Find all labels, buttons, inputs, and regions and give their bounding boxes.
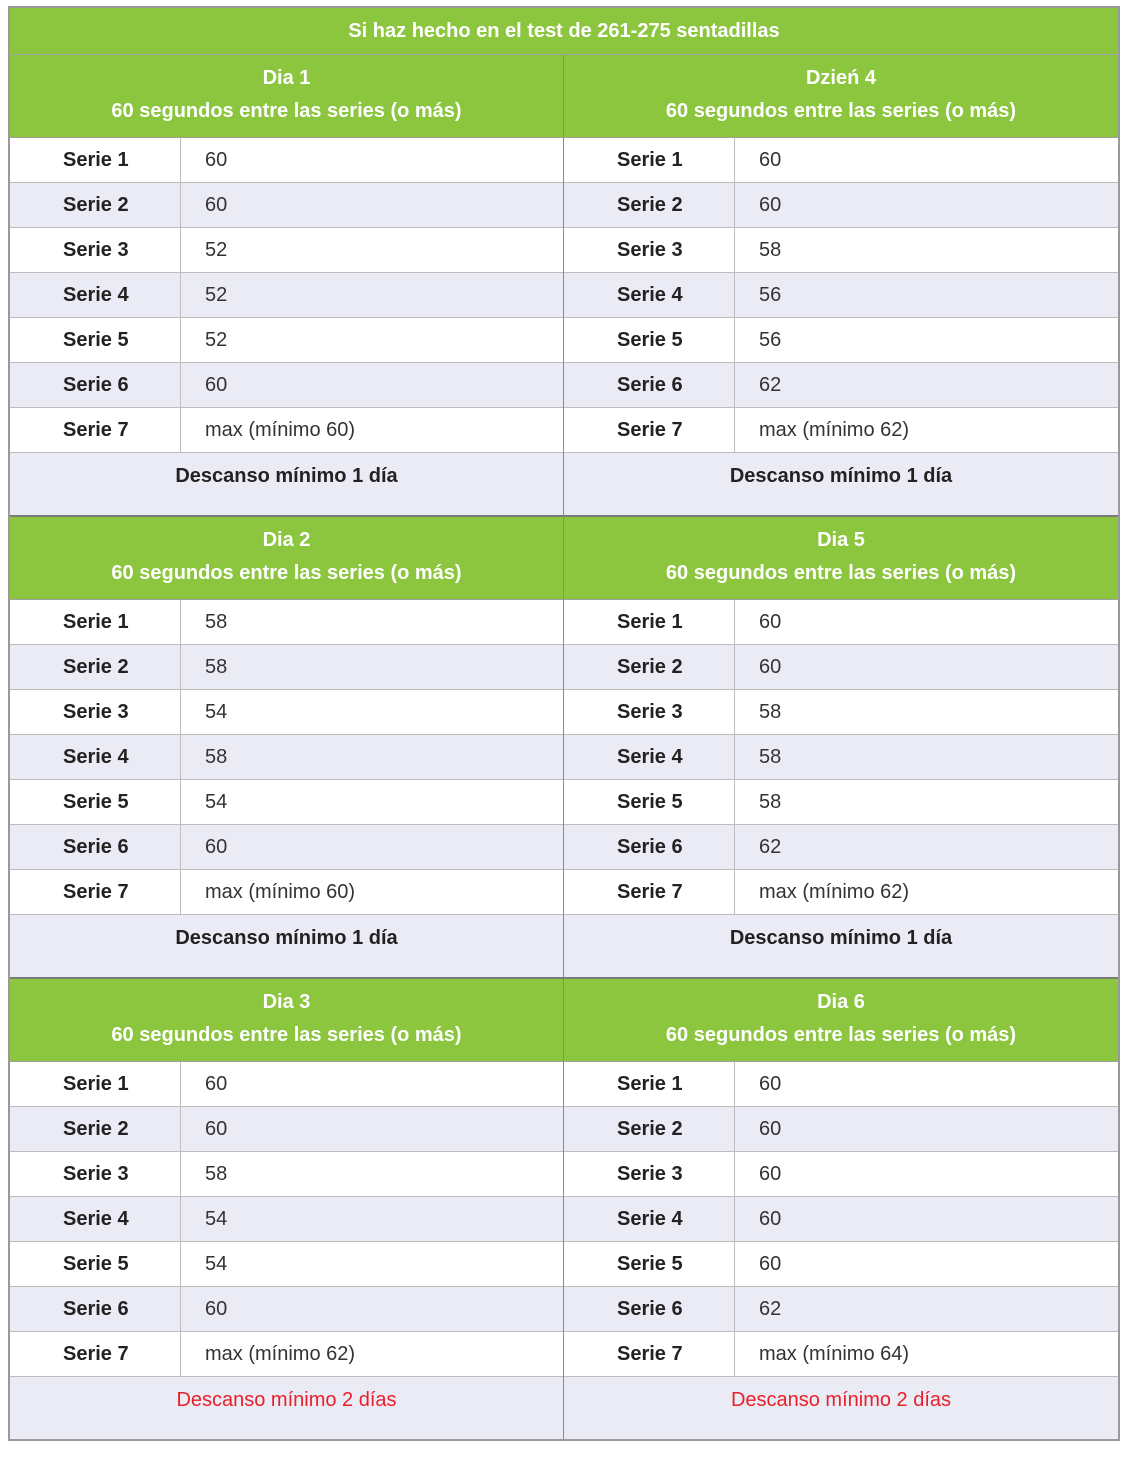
series-value: 58 <box>205 1162 228 1185</box>
day-header <box>10 517 563 600</box>
series-value: 58 <box>205 655 228 678</box>
table-row <box>564 870 1118 915</box>
day-column-right <box>564 979 1118 1439</box>
series-label: Serie 2 <box>10 183 181 227</box>
series-value: 60 <box>205 148 228 171</box>
rest-between-series: 60 segundos entre las series (o más) <box>665 562 1017 584</box>
training-table <box>8 6 1120 1441</box>
table-row <box>10 1332 563 1377</box>
series-label: Serie 3 <box>564 1152 735 1196</box>
table-row <box>10 138 563 183</box>
series-label: Serie 1 <box>564 600 735 644</box>
table-row <box>564 735 1118 780</box>
table-row <box>10 273 563 318</box>
table-row <box>10 690 563 735</box>
series-value: 60 <box>759 148 782 171</box>
table-row <box>564 1242 1118 1287</box>
day-title: Dia 2 <box>262 529 311 551</box>
day-title: Dia 1 <box>262 67 311 89</box>
series-value: 62 <box>759 373 782 396</box>
series-label: Serie 4 <box>10 273 181 317</box>
series-value: 52 <box>205 328 228 351</box>
table-row <box>564 1197 1118 1242</box>
series-value: 60 <box>205 1297 228 1320</box>
table-row <box>564 600 1118 645</box>
table-row <box>10 1287 563 1332</box>
table-row <box>10 363 563 408</box>
series-label: Serie 1 <box>10 600 181 644</box>
series-label: Serie 4 <box>10 1197 181 1241</box>
table-row <box>10 870 563 915</box>
day-column-left <box>10 55 564 515</box>
day-blocks <box>10 55 1118 1439</box>
series-label: Serie 6 <box>10 1287 181 1331</box>
table-row <box>564 1107 1118 1152</box>
series-value: 58 <box>759 700 782 723</box>
day-block <box>10 977 1118 1439</box>
series-value: 54 <box>205 1252 228 1275</box>
series-value: 62 <box>759 1297 782 1320</box>
series-value: 60 <box>205 373 228 396</box>
series-label: Serie 6 <box>10 363 181 407</box>
table-row <box>564 1287 1118 1332</box>
table-row <box>10 780 563 825</box>
series-value: 60 <box>205 1072 228 1095</box>
series-label: Serie 7 <box>564 870 735 914</box>
table-row <box>564 645 1118 690</box>
series-value: 60 <box>759 610 782 633</box>
series-label: Serie 6 <box>564 363 735 407</box>
series-label: Serie 3 <box>10 228 181 272</box>
table-row <box>564 183 1118 228</box>
series-label: Serie 6 <box>564 1287 735 1331</box>
rest-after-day: Descanso mínimo 2 días <box>564 1377 1118 1439</box>
series-value: max (mínimo 60) <box>205 880 356 903</box>
table-row <box>564 408 1118 453</box>
rest-after-day: Descanso mínimo 1 día <box>564 453 1118 515</box>
day-header <box>564 979 1118 1062</box>
series-value: 52 <box>205 238 228 261</box>
table-row <box>10 1152 563 1197</box>
day-block <box>10 55 1118 515</box>
table-row <box>564 1152 1118 1197</box>
series-label: Serie 5 <box>10 780 181 824</box>
day-title: Dia 5 <box>817 529 865 551</box>
series-label: Serie 3 <box>564 228 735 272</box>
day-title: Dia 3 <box>262 991 311 1013</box>
series-value: 60 <box>759 1072 782 1095</box>
series-value: 60 <box>759 1207 782 1230</box>
series-label: Serie 1 <box>564 1062 735 1106</box>
series-value: max (mínimo 62) <box>205 1342 356 1365</box>
rest-after-day: Descanso mínimo 1 día <box>10 453 563 515</box>
series-label: Serie 4 <box>10 735 181 779</box>
series-value: 54 <box>205 700 228 723</box>
series-label: Serie 5 <box>564 780 735 824</box>
rest-between-series: 60 segundos entre las series (o más) <box>111 1024 462 1046</box>
series-label: Serie 2 <box>564 1107 735 1151</box>
table-row <box>564 138 1118 183</box>
series-label: Serie 6 <box>10 825 181 869</box>
series-value: 60 <box>205 1117 228 1140</box>
day-title: Dzień 4 <box>805 67 877 89</box>
rest-between-series: 60 segundos entre las series (o más) <box>111 562 462 584</box>
series-label: Serie 5 <box>10 318 181 362</box>
rest-between-series: 60 segundos entre las series (o más) <box>665 100 1017 122</box>
series-label: Serie 1 <box>564 138 735 182</box>
rest-after-day: Descanso mínimo 2 días <box>10 1377 563 1439</box>
table-row <box>10 1242 563 1287</box>
series-label: Serie 3 <box>10 1152 181 1196</box>
table-row <box>10 228 563 273</box>
rest-after-day: Descanso mínimo 1 día <box>564 915 1118 977</box>
series-label: Serie 5 <box>564 1242 735 1286</box>
series-label: Serie 3 <box>564 690 735 734</box>
series-value: max (mínimo 62) <box>759 880 910 903</box>
day-header <box>564 55 1118 138</box>
series-value: 56 <box>759 283 782 306</box>
table-row <box>10 1197 563 1242</box>
series-value: max (mínimo 62) <box>759 418 910 441</box>
series-label: Serie 1 <box>10 138 181 182</box>
series-label: Serie 4 <box>564 1197 735 1241</box>
table-row <box>564 363 1118 408</box>
table-row <box>10 600 563 645</box>
series-value: 60 <box>759 1252 782 1275</box>
series-value: max (mínimo 64) <box>759 1342 910 1365</box>
series-value: 60 <box>205 193 228 216</box>
series-label: Serie 3 <box>10 690 181 734</box>
rest-between-series: 60 segundos entre las series (o más) <box>111 100 462 122</box>
series-value: 60 <box>759 1117 782 1140</box>
series-label: Serie 2 <box>564 183 735 227</box>
table-row <box>10 1107 563 1152</box>
series-value: 56 <box>759 328 782 351</box>
series-value: 54 <box>205 1207 228 1230</box>
series-label: Serie 7 <box>10 1332 181 1376</box>
series-value: 60 <box>759 1162 782 1185</box>
table-row <box>564 1062 1118 1107</box>
series-label: Serie 4 <box>564 735 735 779</box>
series-label: Serie 7 <box>10 870 181 914</box>
series-label: Serie 7 <box>564 1332 735 1376</box>
table-row <box>10 408 563 453</box>
day-column-left <box>10 979 564 1439</box>
table-row <box>10 825 563 870</box>
series-label: Serie 2 <box>564 645 735 689</box>
table-row <box>10 318 563 363</box>
series-label: Serie 6 <box>564 825 735 869</box>
series-value: 58 <box>205 610 228 633</box>
series-value: 60 <box>759 193 782 216</box>
series-value: max (mínimo 60) <box>205 418 356 441</box>
series-label: Serie 4 <box>564 273 735 317</box>
day-block <box>10 515 1118 977</box>
rest-between-series: 60 segundos entre las series (o más) <box>665 1024 1017 1046</box>
series-value: 54 <box>205 790 228 813</box>
table-title: Si haz hecho en el test de 261-275 sentadillas <box>10 8 1118 55</box>
table-row <box>564 690 1118 735</box>
table-row <box>564 318 1118 363</box>
day-header <box>10 979 563 1062</box>
series-label: Serie 1 <box>10 1062 181 1106</box>
table-row <box>564 825 1118 870</box>
series-value: 58 <box>205 745 228 768</box>
day-column-right <box>564 55 1118 515</box>
series-label: Serie 7 <box>564 408 735 452</box>
series-value: 58 <box>759 238 782 261</box>
rest-after-day: Descanso mínimo 1 día <box>10 915 563 977</box>
day-title: Dia 6 <box>817 991 865 1013</box>
table-row <box>10 1062 563 1107</box>
series-label: Serie 5 <box>10 1242 181 1286</box>
series-value: 62 <box>759 835 782 858</box>
table-row <box>10 735 563 780</box>
series-value: 60 <box>759 655 782 678</box>
day-column-right <box>564 517 1118 977</box>
day-header <box>564 517 1118 600</box>
table-row <box>564 780 1118 825</box>
table-row <box>564 273 1118 318</box>
table-row <box>564 228 1118 273</box>
series-value: 58 <box>759 745 782 768</box>
series-value: 60 <box>205 835 228 858</box>
series-label: Serie 5 <box>564 318 735 362</box>
table-row <box>10 645 563 690</box>
day-header <box>10 55 563 138</box>
series-value: 58 <box>759 790 782 813</box>
day-column-left <box>10 517 564 977</box>
table-row <box>564 1332 1118 1377</box>
series-label: Serie 7 <box>10 408 181 452</box>
series-label: Serie 2 <box>10 645 181 689</box>
series-value: 52 <box>205 283 228 306</box>
table-row <box>10 183 563 228</box>
series-label: Serie 2 <box>10 1107 181 1151</box>
